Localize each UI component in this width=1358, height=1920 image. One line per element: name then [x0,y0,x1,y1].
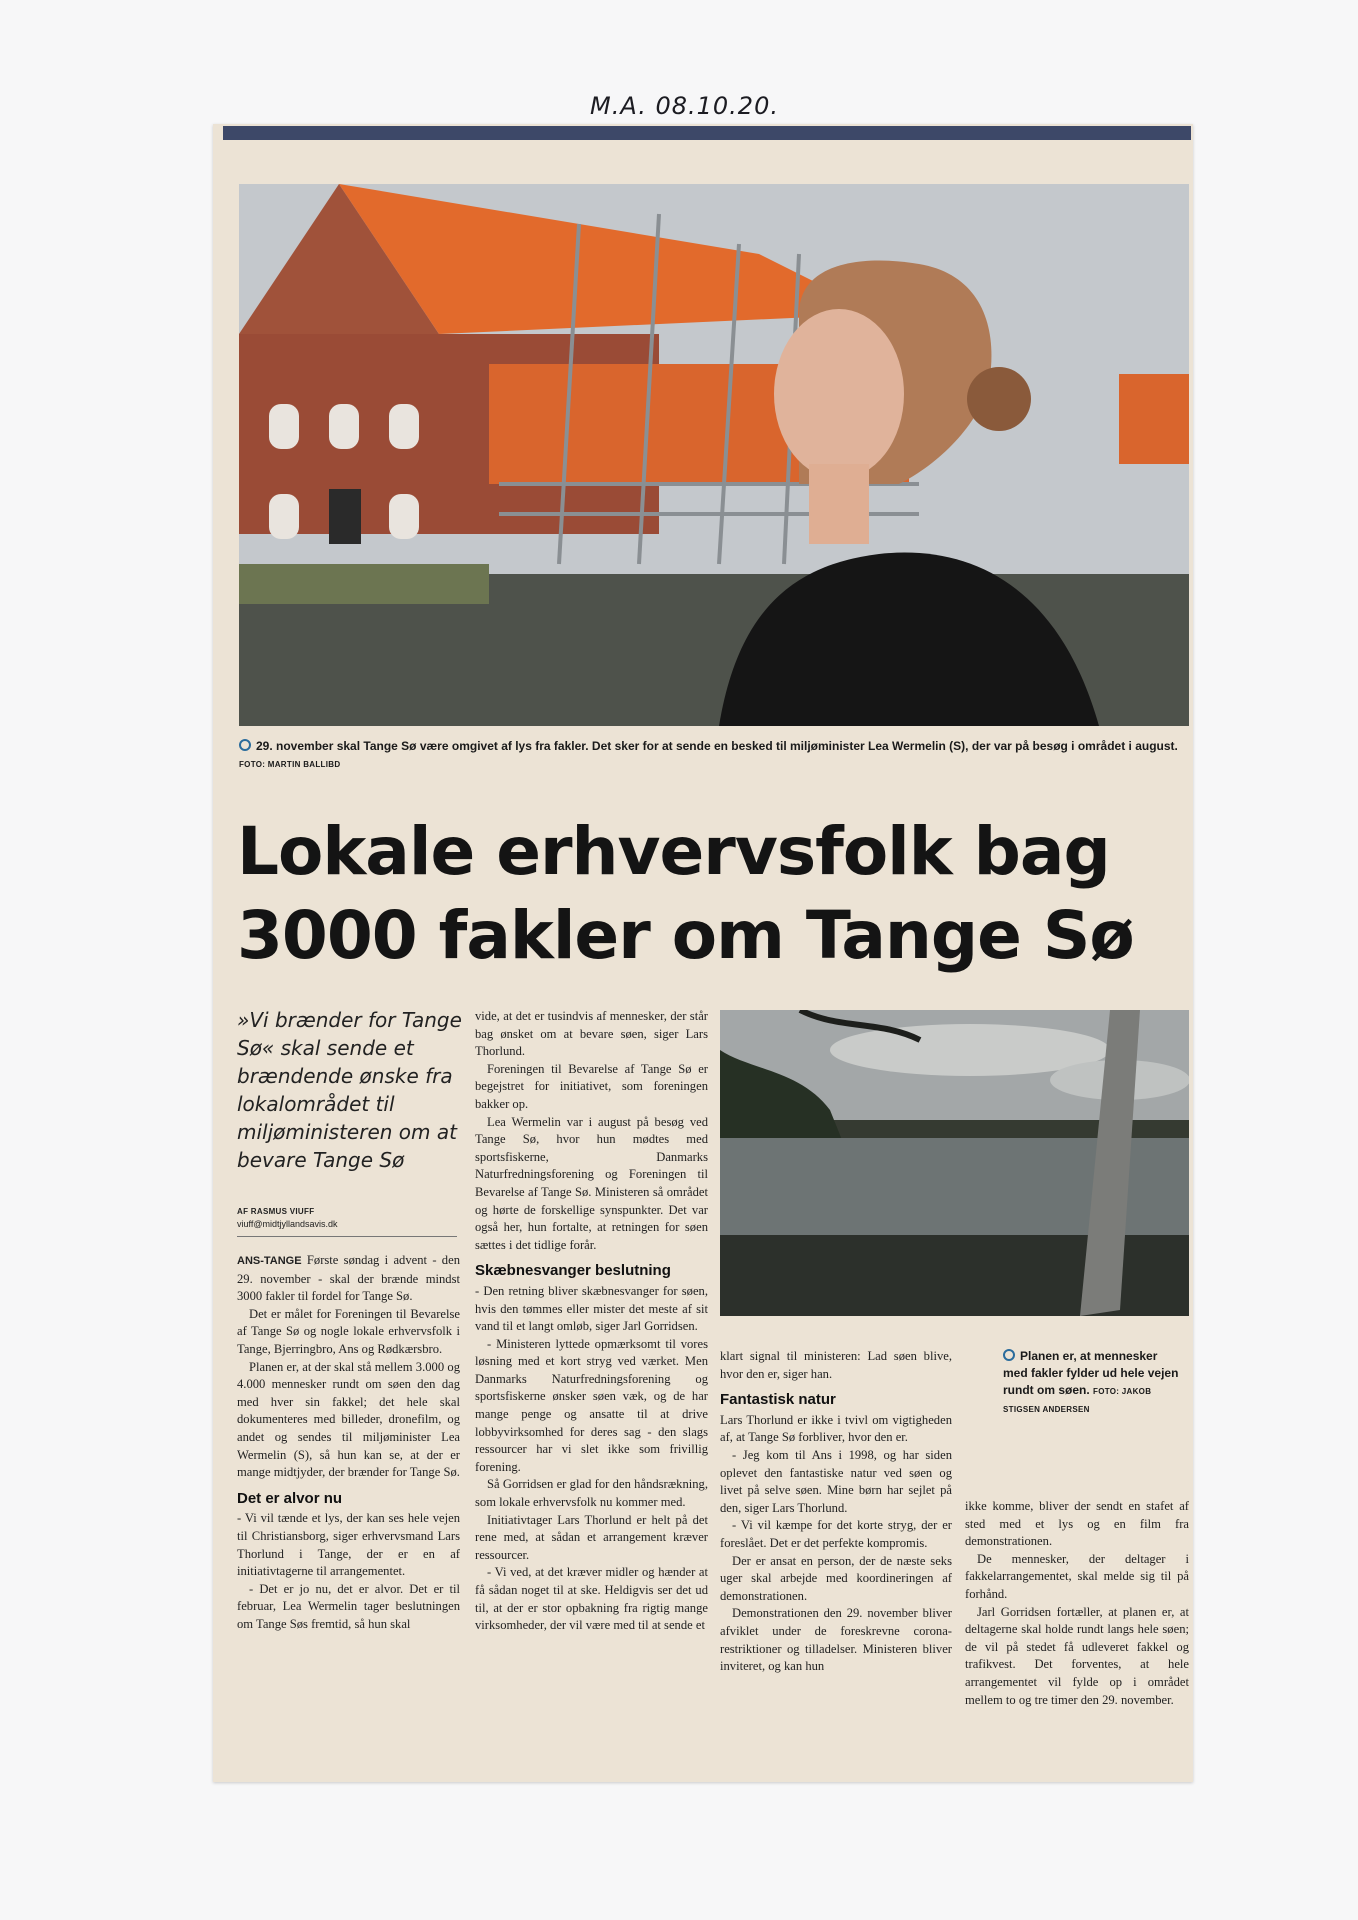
top-rule [223,126,1191,140]
paragraph: ikke komme, bliver der sendt en stafet af sted med et lys og en film fra demonstrationen. [965,1499,1189,1549]
article-column-3 [720,1348,952,1676]
paragraph: - Ministeren lyttede opmærksomt til vores løsning med et kort stryg ved værket. Men Danmarks Naturfredningsforening og sportsfiskerne ønsker søen væk, og de har mange penge og ansatte til at drive lobbyvirksomhed for deres sag - den slags ressourcer har vi slet ikke som frivillig forening. [475,1336,708,1474]
article-column-1 [237,1252,460,1633]
paragraph: Planen er, at der skal stå mellem 3.000 og 4.000 mennesker rundt om søen den dag med hver sin fakkel; det hele skal dokumenteres med billeder, dronefilm, og andet og sendes til miljøminister Lea Wermelin (S), så hun kan se, at der er mange midtjyder, der brænder for Tange Sø. [237,1359,460,1480]
lead-text: »Vi brænder for Tange Sø« skal sende et brændende ønske fra lokalområdet til miljøministeren om at bevare Tange Sø [237,1008,462,1172]
paragraph: Jarl Gorridsen fortæller, at planen er, at deltagerne skal holde rundt langs hele søen; de vil på stedet få udleveret fakkel og trafikvest. Det forventes, at hele arrangementet vil fylde op i området mellem to og tre timer den 29. november. [965,1604,1189,1707]
handwritten-annotation: M.A. 08.10.20. [590,92,779,120]
paragraph: Demonstrationen den 29. november bliver afviklet under de foreskrevne corona-restriktioner og tilladelser. Ministeren bliver inviteret, og kan hun [720,1606,952,1674]
headline [237,810,1187,978]
dateline: ANS-TANGE [237,1255,302,1267]
photo-caption [239,738,1189,773]
paragraph: Initiativtager Lars Thorlund er helt på det rene med, at sådan et arrangement kræver ressourcer. [475,1512,708,1562]
paragraph-text: Første søndag i advent - den 29. november - skal der brænde mindst 3000 fakler til fordel for Tange Sø. [237,1253,460,1304]
subheading: Fantastisk natur [720,1391,836,1409]
caption-bullet-icon [239,739,251,751]
caption-bullet-icon [1003,1349,1015,1361]
author-email: viuff@midtjyllandsavis.dk [237,1219,338,1229]
subheading: Skæbnesvanger beslutning [475,1262,671,1280]
article-column-4 [965,1498,1189,1709]
photo2-credit: FOTO: JAKOB STIGSEN ANDERSEN [1003,1387,1152,1414]
paragraph: - Den retning bliver skæbnesvanger for søen, hvis den tømmes eller mister det meste af sit vand til et langt omløb, siger Jarl Gorridsen. [475,1283,708,1334]
photo-credit: FOTO: MARTIN BALLIBD [239,760,341,769]
paragraph: De mennesker, der deltager i fakkelarrangementet, skal melde sig til på forhånd. [965,1551,1189,1601]
paragraph: Så Gorridsen er glad for den håndsrækning, som lokale erhvervsfolk nu kommer med. [475,1477,708,1510]
paragraph: - Det er jo nu, det er alvor. Det er til februar, Lea Wermelin tager beslutningen om Tange Søs fremtid, så hun skal [237,1581,460,1631]
paragraph: klart signal til ministeren: Lad søen blive, hvor den er, siger han. [720,1349,952,1381]
byline [237,1206,457,1230]
paragraph: Det er målet for Foreningen til Bevarelse af Tange Sø og nogle lokale erhvervsfolk i Tange, Bjerringbro, Ans og Rødkærsbro. [237,1306,460,1356]
newspaper-clipping [213,124,1193,1782]
photo-tange-so [720,1010,1189,1316]
paragraph: Lars Thorlund er ikke i tvivl om vigtigheden af, at Tange Sø forbliver, hvor den er. [720,1412,952,1445]
byline-divider [237,1236,457,1237]
paragraph: Foreningen til Bevarelse af Tange Sø er begejstret for initiativet, som foreningen bakker op. [475,1061,708,1111]
author-name: AF RASMUS VIUFF [237,1207,315,1216]
paragraph: - Jeg kom til Ans i 1998, og har siden oplevet den fantastiske natur ved søen og livet på selve søen. Mine børn har sejlet på den, siger Lars Thorlund. [720,1447,952,1515]
paragraph: vide, at det er tusindvis af mennesker, der står bag ønsket om at bevare søen, siger Lars Thorlund. [475,1009,708,1059]
photo-lea-wermelin [239,184,1189,726]
headline-line-1: Lokale erhvervsfolk bag [237,813,1110,890]
photo2-caption [1003,1348,1183,1418]
article-column-2 [475,1008,708,1635]
photo2-caption-text: Planen er, at mennesker med fakler fylder ud hele vejen rundt om søen. [1003,1349,1179,1397]
subheading: Det er alvor nu [237,1489,343,1507]
paragraph: - Vi vil kæmpe for det korte stryg, der er foreslået. Det er det perfekte kompromis. [720,1518,952,1550]
photo-caption-text: 29. november skal Tange Sø være omgivet af lys fra fakler. Det sker for at sende en besked til miljøminister Lea Wermelin (S), der var på besøg i området i august. [256,739,1178,753]
paragraph: - Vi vil tænde et lys, der kan ses hele vejen til Christiansborg, siger erhvervsmand Lars Thorlund i Tange, der er en af initiativtagerne til arrangementet. [237,1511,460,1579]
paragraph: - Vi ved, at det kræver midler og hænder at få sådan noget til at ske. Heldigvis ser det ud til, at der er stor opbakning fra rigtig mange virksomheder, der vil være med til at sende et [475,1565,708,1633]
headline-line-2: 3000 fakler om Tange Sø [237,897,1134,974]
paragraph [237,1252,460,1306]
paragraph: Der er ansat en person, der de næste seks uger skal arbejde med koordineringen af demonstrationen. [720,1553,952,1603]
paragraph: Lea Wermelin var i august på besøg ved Tange Sø, hvor hun mødtes med sportsfiskerne, Danmarks Naturfredningsforening og Foreningen til Bevarelse af Tange Sø. Ministeren så området og hørte de forskellige synspunkter. Det var også her, hun fortalte, at retningen for søen sættes i det tidlige forår. [475,1114,708,1252]
